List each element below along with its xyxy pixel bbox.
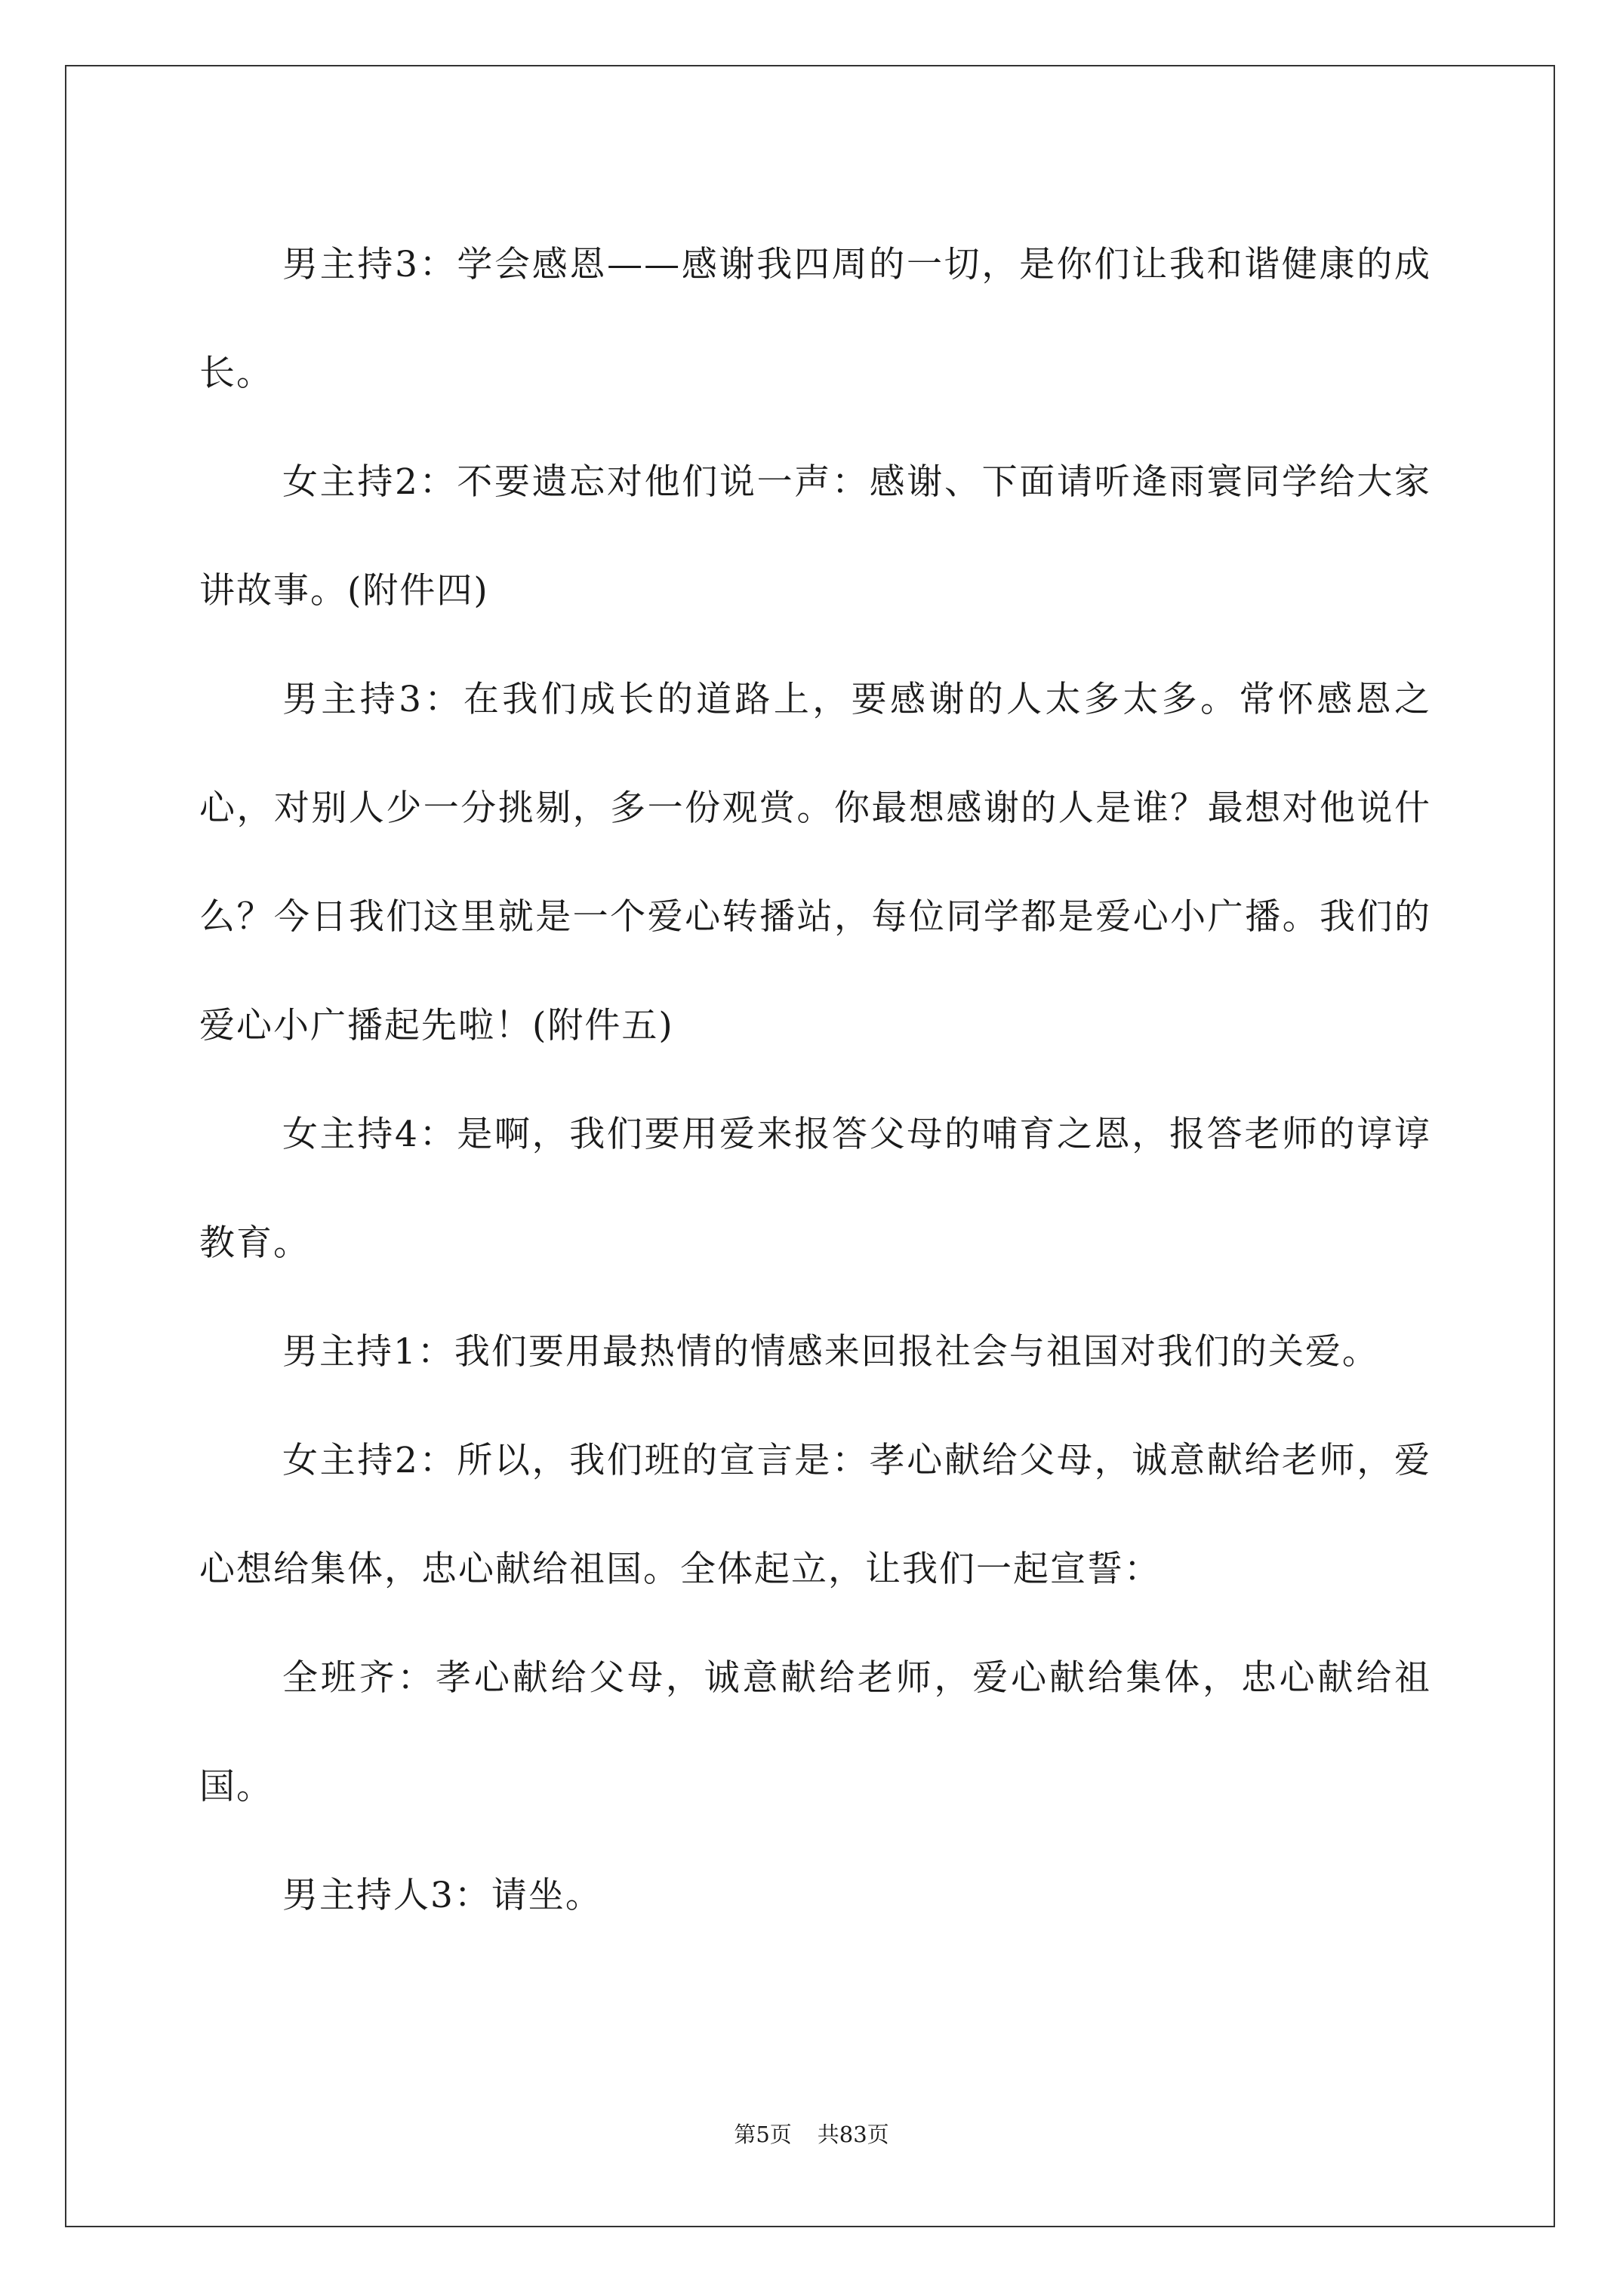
page-number: 第5页 <box>734 2122 792 2147</box>
document-body <box>199 211 1431 1950</box>
page-total: 共83页 <box>817 2122 889 2147</box>
paragraph-6: 女主持2：所以，我们班的宣言是：孝心献给父母，诚意献给老师，爱心想给集体，忠心献给祖国。全体起立，让我们一起宣誓： <box>199 1440 1431 1590</box>
paragraph-4: 女主持4：是啊，我们要用爱来报答父母的哺育之恩，报答老师的谆谆教育。 <box>199 1114 1431 1264</box>
page-footer <box>0 2119 1623 2150</box>
paragraph-3: 男主持3：在我们成长的道路上，要感谢的人太多太多。常怀感恩之心，对别人少一分挑剔，多一份观赏。你最想感谢的人是谁？最想对他说什么？今日我们这里就是一个爱心转播站，每位同学都是爱心小广播。我们的爱心小广播起先啦！(附件五) <box>199 679 1431 1046</box>
paragraph-5: 男主持1：我们要用最热情的情感来回报社会与祖国对我们的关爱。 <box>282 1331 1379 1373</box>
paragraph-8: 男主持人3：请坐。 <box>282 1875 602 1916</box>
paragraph-1: 男主持3：学会感恩——感谢我四周的一切，是你们让我和谐健康的成长。 <box>199 244 1431 394</box>
paragraph-2: 女主持2：不要遗忘对他们说一声：感谢、下面请听逄雨寰同学给大家讲故事。(附件四) <box>199 461 1431 612</box>
paragraph-7: 全班齐：孝心献给父母，诚意献给老师，爱心献给集体，忠心献给祖国。 <box>199 1657 1431 1808</box>
